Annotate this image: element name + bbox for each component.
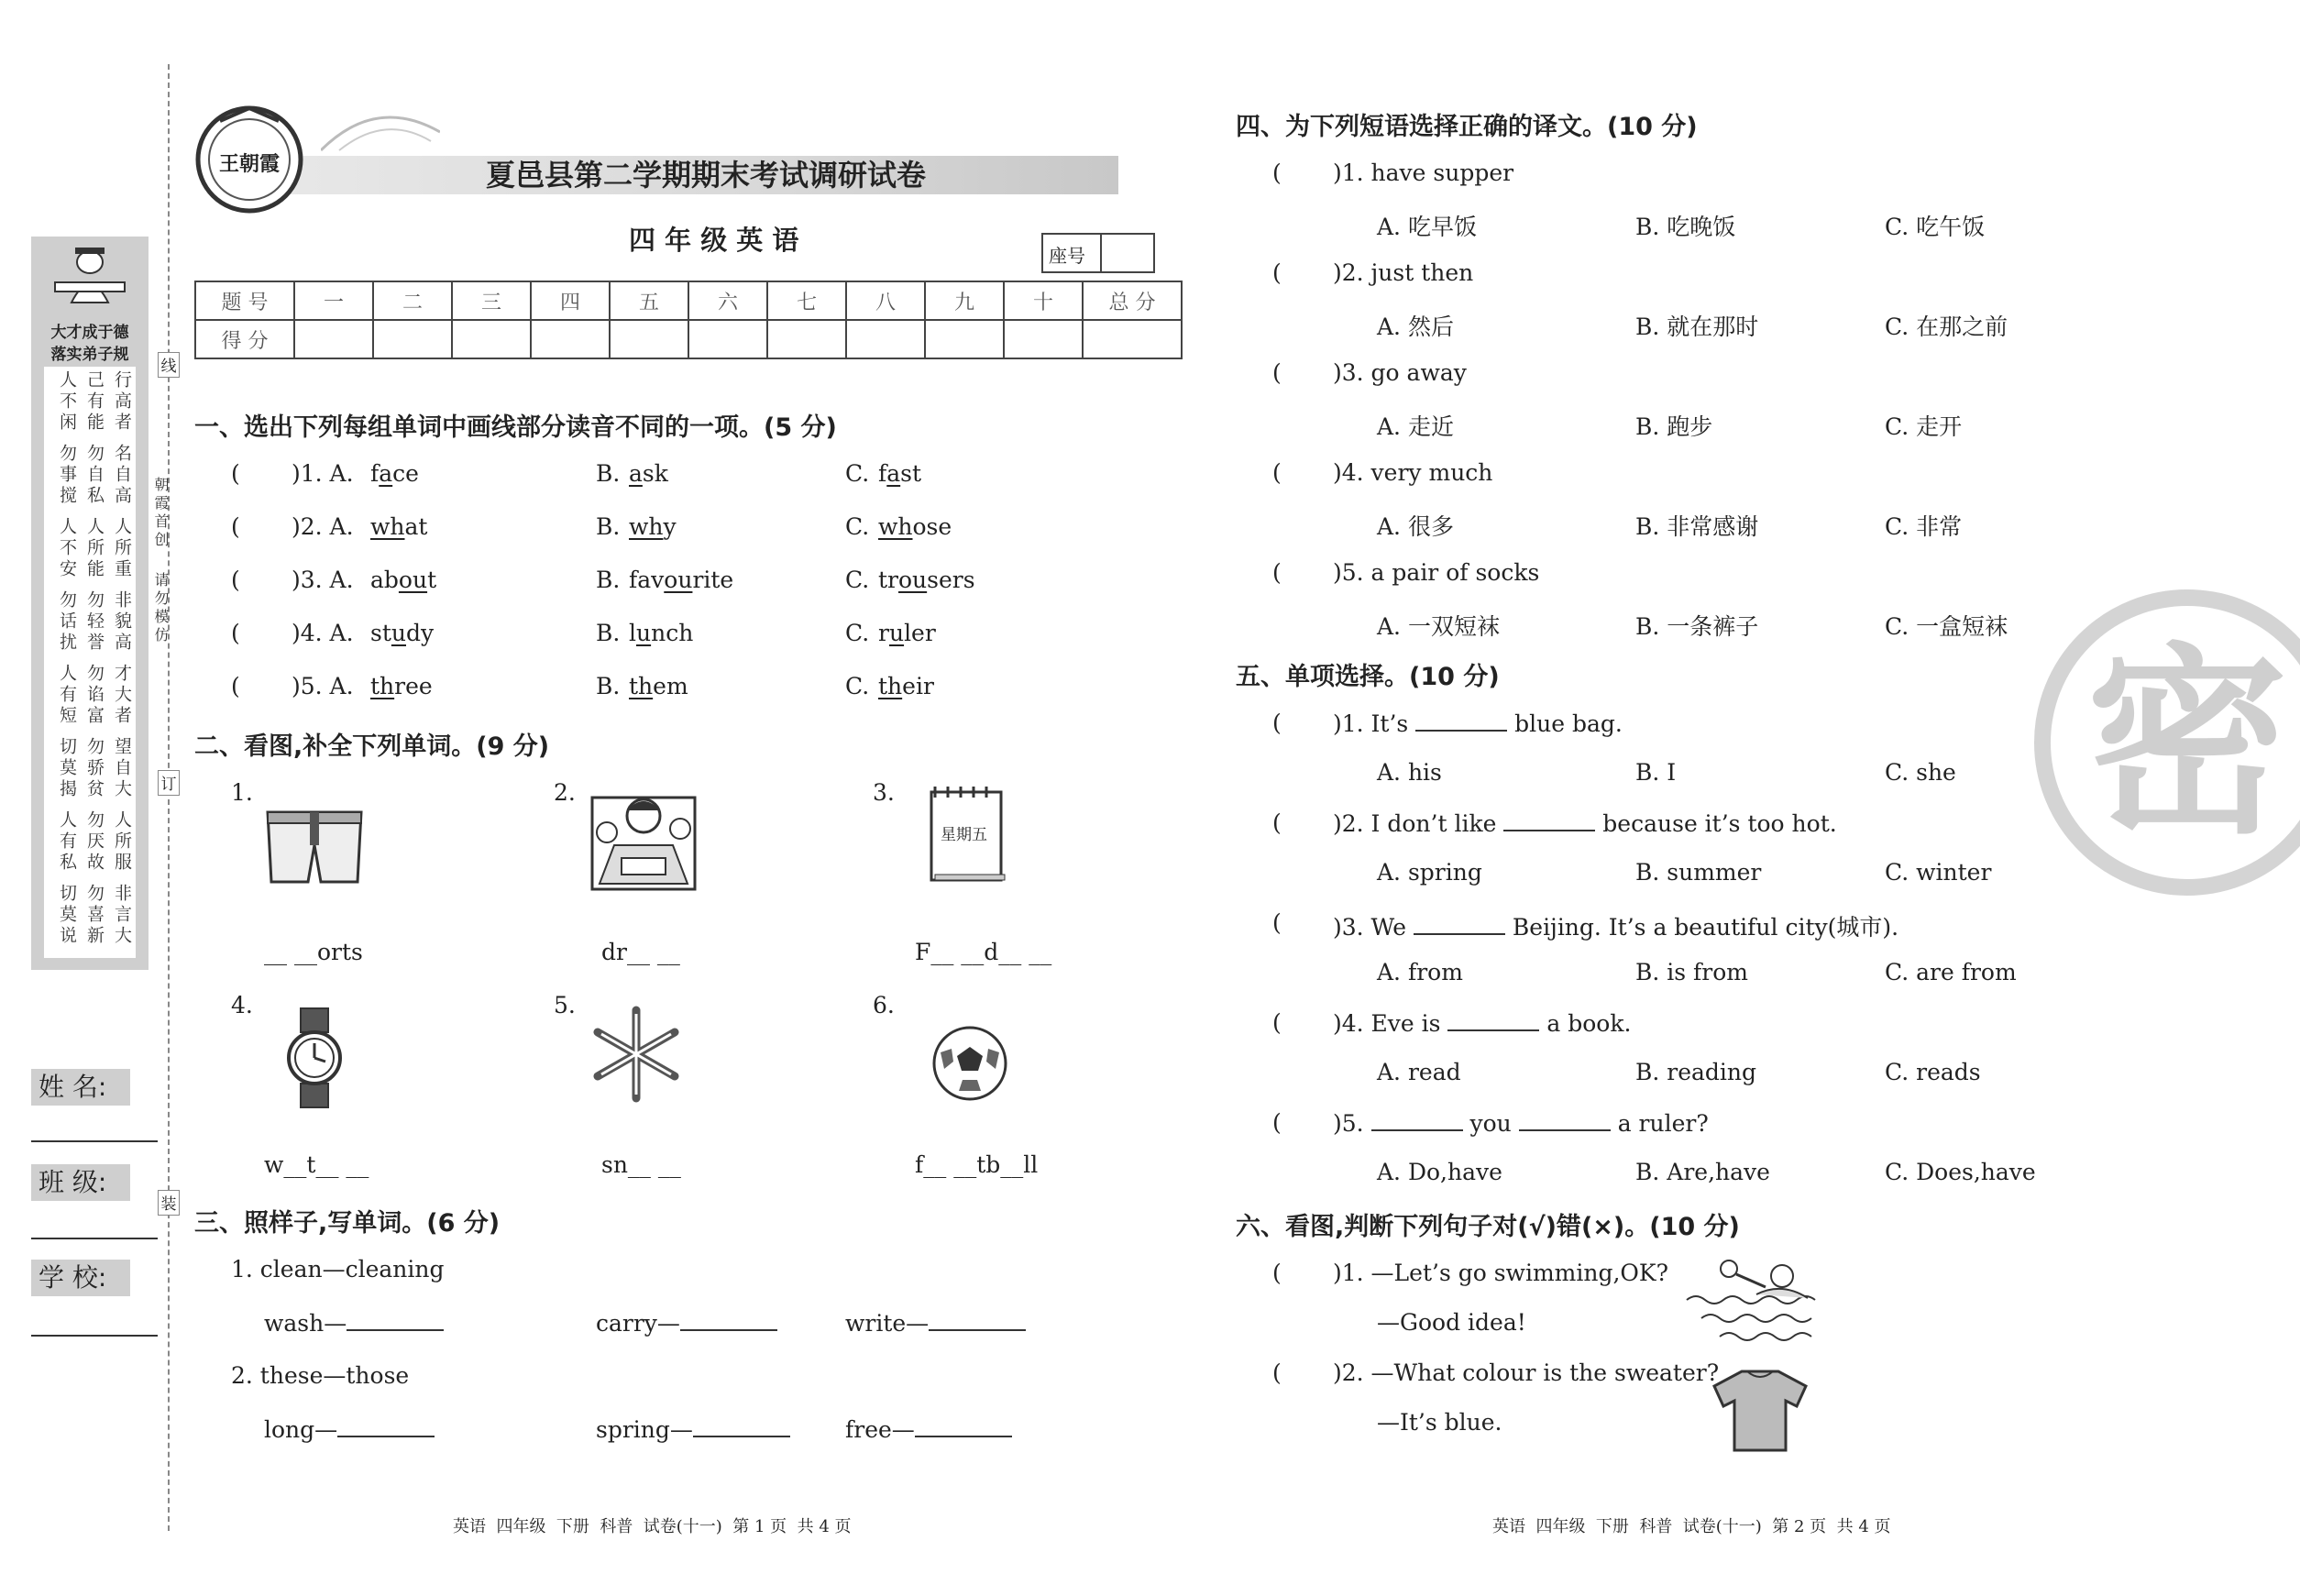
answer-paren: ( [1272, 909, 1282, 936]
option-b-word: why [629, 513, 677, 540]
word-long-label: long— [264, 1416, 338, 1443]
option-b-label: B. [596, 567, 621, 593]
answer-slot[interactable] [246, 567, 292, 594]
option-c-word: ruler [878, 620, 936, 646]
fill-blank[interactable] [1447, 1009, 1539, 1031]
option-b-label: B. [596, 513, 621, 540]
answer-slot[interactable] [1287, 710, 1333, 737]
motto-column: 望自大 [112, 737, 132, 800]
picture-item-5-word: sn__ __ [601, 1151, 681, 1178]
motto-column: 勿话扰 [57, 590, 77, 654]
subject-title: 四 年 级 英 语 [629, 225, 799, 256]
option-a: A. from [1377, 959, 1463, 985]
option-b-word: ask [629, 460, 668, 487]
question-part: a book. [1539, 1010, 1632, 1037]
motto-column: 人有私 [57, 810, 77, 874]
dialogue-question: )2. —What colour is the sweater? [1333, 1359, 1720, 1386]
calendar-text: 星期五 [941, 826, 987, 844]
score-header-cell: 题 号 [195, 281, 294, 320]
option-b: B. 吃晚饭 [1635, 214, 1736, 240]
free-answer-blank[interactable] [915, 1415, 1012, 1437]
score-header-cell: 三 [452, 281, 531, 320]
score-input-cell[interactable] [610, 320, 688, 358]
option-a-word: study [370, 620, 435, 646]
picture-item-2-num: 2. [554, 779, 576, 806]
fill-blank[interactable] [1503, 809, 1595, 831]
class-field[interactable] [31, 1238, 158, 1239]
option-a-word: face [370, 460, 419, 487]
word-carry [596, 1309, 777, 1337]
fold-label-mid: 订 [158, 770, 180, 796]
section5-title: 五、单项选择。(10 分) [1236, 663, 1500, 691]
section4-title: 四、为下列短语选择正确的译文。(10 分) [1236, 113, 1698, 141]
word-write-label: write— [845, 1310, 930, 1337]
long-answer-blank[interactable] [337, 1415, 435, 1437]
option-a-word: about [370, 567, 437, 593]
answer-paren: ( [231, 673, 240, 699]
motto-column: 行高者 [112, 370, 132, 434]
picture-item-4-num: 4. [231, 992, 253, 1018]
answer-paren: ( [1272, 259, 1282, 286]
option-c: C. reads [1885, 1059, 1981, 1085]
footer-left: 英语 四年级 下册 科普 试卷(十一) 第 1 页 共 4 页 [453, 1517, 852, 1536]
answer-paren: ( [231, 460, 240, 487]
question-text: )5. a pair of socks [1333, 559, 1540, 586]
question-part: Beijing. It’s a beautiful city(城市). [1504, 914, 1899, 941]
score-header-cell: 总 分 [1083, 281, 1182, 320]
score-row-label: 得 分 [195, 320, 294, 358]
motto-column: 人所服 [112, 810, 132, 874]
question-text [1333, 1009, 1631, 1037]
dialogue-question: )1. —Let’s go swimming,OK? [1333, 1260, 1668, 1286]
picture-item-3-num: 3. [873, 779, 895, 806]
answer-slot[interactable] [1287, 1109, 1333, 1137]
shorts-icon [262, 805, 367, 887]
answer-slot[interactable] [246, 513, 292, 541]
motto-column: 才大者 [112, 664, 132, 727]
answer-slot[interactable] [1287, 1359, 1333, 1387]
picture-item-1-num: 1. [231, 779, 253, 806]
answer-slot[interactable] [1287, 809, 1333, 837]
motto-column: 勿事搅 [57, 444, 77, 507]
answer-paren: ( [1272, 809, 1282, 836]
picture-item-4-word: w__t__ __ [264, 1151, 369, 1178]
sweater-icon [1711, 1366, 1810, 1454]
question-number: )4. A. [292, 620, 354, 646]
motto-column: 人不安 [57, 517, 77, 580]
question-part: blue bag. [1507, 710, 1623, 737]
answer-paren: ( [1272, 559, 1282, 586]
class-label: 班 级: [31, 1164, 130, 1201]
fill-blank[interactable] [1371, 1109, 1463, 1131]
question-number: )2. A. [292, 513, 354, 540]
motto-column: 勿自私 [84, 444, 105, 507]
question-part: )2. I don’t like [1333, 810, 1504, 837]
option-c: C. 吃午饭 [1885, 214, 1986, 240]
picture-item-5-num: 5. [554, 992, 576, 1018]
answer-slot[interactable] [1287, 459, 1333, 487]
option-c-word: their [878, 673, 934, 699]
answer-paren: ( [1272, 1009, 1282, 1036]
motto-column: 勿骄贫 [84, 737, 105, 800]
answer-paren: ( [1272, 710, 1282, 736]
option-b: B. 就在那时 [1635, 314, 1759, 340]
fold-label-bottom: 装 [158, 1190, 180, 1216]
question-text [1333, 1109, 1709, 1137]
question-text [1333, 710, 1623, 737]
picture-item-6-num: 6. [873, 992, 895, 1018]
question-part: because it’s too hot. [1595, 810, 1837, 837]
question-text [1333, 909, 1898, 942]
motto-column: 非言大 [112, 884, 132, 947]
question-text: )3. go away [1333, 359, 1467, 386]
score-input-cell[interactable] [688, 320, 767, 358]
school-label: 学 校: [31, 1260, 130, 1296]
question-number: )1. A. [292, 460, 354, 487]
fill-blank[interactable] [1415, 710, 1507, 732]
score-table [194, 281, 1183, 359]
example-2: 2. these—those [231, 1362, 410, 1389]
watch-icon [284, 1007, 345, 1109]
score-input-cell[interactable] [1004, 320, 1083, 358]
answer-slot[interactable] [246, 673, 292, 700]
spring-answer-blank[interactable] [693, 1415, 790, 1437]
watermark-char: 密 [2085, 626, 2288, 861]
motto-column: 名自高 [112, 444, 132, 507]
answer-slot[interactable] [1287, 1260, 1333, 1287]
option-a: A. 然后 [1377, 314, 1454, 340]
option-c: C. Does,have [1885, 1159, 2036, 1185]
motto-column: 人所能 [84, 517, 105, 580]
motto-column: 勿谄富 [84, 664, 105, 727]
option-a: A. 走近 [1377, 413, 1454, 440]
word-free-label: free— [845, 1416, 915, 1443]
option-c-label: C. [845, 673, 870, 699]
question-number: )5. A. [292, 673, 354, 699]
option-a: A. his [1377, 759, 1442, 786]
seat-input[interactable] [1102, 235, 1153, 271]
motto-line-2: 落实弟子规 [50, 346, 129, 364]
exam-title: 夏邑县第二学期期末考试调研试卷 [486, 158, 927, 193]
score-input-cell[interactable] [1083, 320, 1182, 358]
option-b: B. summer [1635, 859, 1762, 886]
option-b-word: favourite [629, 567, 734, 593]
motto-column: 人不闲 [57, 370, 77, 434]
option-b-label: B. [596, 673, 621, 699]
carry-answer-blank[interactable] [680, 1309, 777, 1331]
word-wash-label: wash— [264, 1310, 347, 1337]
option-c: C. winter [1885, 859, 1992, 886]
option-c: C. 走开 [1885, 413, 1963, 440]
answer-paren: ( [1272, 459, 1282, 486]
option-c: C. 一盒短袜 [1885, 613, 2008, 640]
option-b: B. is from [1635, 959, 1748, 985]
option-c: C. she [1885, 759, 1956, 786]
dialogue-answer: —It’s blue. [1377, 1409, 1502, 1436]
fill-blank[interactable] [1519, 1109, 1611, 1131]
answer-slot[interactable] [1287, 160, 1333, 187]
answer-paren: ( [231, 513, 240, 540]
motto-line-1: 大才成于德 [50, 324, 129, 342]
answer-paren: ( [231, 567, 240, 593]
swimming-kids-icon [1683, 1254, 1835, 1349]
answer-paren: ( [1272, 359, 1282, 386]
question-part: )1. It’s [1333, 710, 1416, 737]
seat-number-box [1041, 233, 1155, 273]
drawing-kids-icon [587, 785, 700, 897]
picture-item-2-word: dr__ __ [601, 939, 680, 965]
scholar-icon [48, 242, 132, 306]
motto-column: 勿喜新 [84, 884, 105, 947]
answer-slot[interactable] [1287, 1009, 1333, 1037]
seat-label: 座号 [1049, 245, 1085, 267]
dialogue-answer: —Good idea! [1377, 1309, 1526, 1336]
score-input-cell[interactable] [294, 320, 373, 358]
option-c-word: whose [878, 513, 952, 540]
answer-paren: ( [1272, 1260, 1282, 1286]
motto-column: 切莫说 [57, 884, 77, 947]
motto-column: 勿厌故 [84, 810, 105, 874]
score-header-cell: 二 [373, 281, 452, 320]
answer-slot[interactable] [1287, 259, 1333, 287]
score-header-cell: 五 [610, 281, 688, 320]
option-b: B. 一条裤子 [1635, 613, 1759, 640]
logo-text: 王朝霞 [218, 152, 280, 176]
option-b: B. reading [1635, 1059, 1757, 1085]
score-input-cell[interactable] [531, 320, 610, 358]
question-part: )3. We [1333, 914, 1414, 941]
option-a-word: what [370, 513, 428, 540]
question-text: )1. have supper [1333, 160, 1514, 186]
score-header-cell: 四 [531, 281, 610, 320]
score-header-cell: 九 [925, 281, 1004, 320]
score-input-cell[interactable] [767, 320, 846, 358]
fold-label-top: 线 [158, 352, 180, 378]
motto-column: 勿轻誉 [84, 590, 105, 654]
option-a: A. 很多 [1377, 513, 1454, 540]
option-c-word: fast [878, 460, 922, 487]
picture-item-3-word: F__ __d__ __ [915, 939, 1052, 965]
motto-column: 非貌高 [112, 590, 132, 654]
score-header-cell: 八 [846, 281, 925, 320]
option-b-word: them [629, 673, 688, 699]
word-wash [264, 1309, 444, 1337]
footer-right: 英语 四年级 下册 科普 试卷(十一) 第 2 页 共 4 页 [1492, 1517, 1891, 1536]
motto-column: 切莫揭 [57, 737, 77, 800]
score-input-cell[interactable] [846, 320, 925, 358]
question-part: )4. Eve is [1333, 1010, 1448, 1037]
option-c-label: C. [845, 460, 870, 487]
word-carry-label: carry— [596, 1310, 680, 1337]
notice-2: 请勿模仿 [152, 572, 170, 645]
notice-1: 朝霞首创 [152, 477, 170, 550]
answer-slot[interactable] [1287, 559, 1333, 587]
score-header-row [195, 281, 1182, 320]
option-b: B. I [1635, 759, 1677, 786]
word-spring [596, 1415, 790, 1443]
option-b: B. Are,have [1635, 1159, 1770, 1185]
answer-slot[interactable] [246, 620, 292, 647]
picture-item-1-word: __ __orts [264, 939, 363, 965]
section1-title: 一、选出下列每组单词中画线部分读音不同的一项。(5 分) [194, 413, 837, 442]
motto-column: 人有短 [57, 664, 77, 727]
name-field[interactable] [31, 1140, 158, 1142]
motto-column: 人所重 [112, 517, 132, 580]
wash-answer-blank[interactable] [347, 1309, 444, 1331]
cut-line [168, 64, 170, 1531]
score-header-cell: 六 [688, 281, 767, 320]
score-input-cell[interactable] [373, 320, 452, 358]
score-input-cell[interactable] [925, 320, 1004, 358]
score-value-row [195, 320, 1182, 358]
option-b: B. 非常感谢 [1635, 513, 1759, 540]
banner-ribbon-icon [321, 95, 440, 160]
score-header-cell: 一 [294, 281, 373, 320]
name-label: 姓 名: [31, 1069, 130, 1106]
school-field[interactable] [31, 1335, 158, 1337]
score-input-cell[interactable] [452, 320, 531, 358]
option-c-label: C. [845, 567, 870, 593]
option-a: A. read [1377, 1059, 1461, 1085]
option-c: C. 在那之前 [1885, 314, 2008, 340]
question-text [1333, 809, 1837, 837]
option-c-label: C. [845, 620, 870, 646]
question-text: )4. very much [1333, 459, 1493, 486]
snowflake-icon [587, 1005, 686, 1104]
fill-blank[interactable] [1414, 913, 1505, 935]
section3-title: 三、照样子,写单词。(6 分) [194, 1209, 501, 1238]
option-c-label: C. [845, 513, 870, 540]
option-a: A. Do,have [1377, 1159, 1502, 1185]
section6-title: 六、看图,判断下列句子对(√)错(×)。(10 分) [1236, 1213, 1740, 1241]
option-b: B. 跑步 [1635, 413, 1713, 440]
picture-item-6-word: f__ __tb__ll [915, 1151, 1039, 1178]
answer-slot[interactable] [1287, 359, 1333, 387]
section2-title: 二、看图,补全下列单词。(9 分) [194, 732, 550, 761]
example-1: 1. clean—cleaning [231, 1256, 445, 1282]
question-text: )2. just then [1333, 259, 1474, 286]
answer-slot[interactable] [246, 460, 292, 488]
question-part: )5. [1333, 1110, 1371, 1137]
word-long [264, 1415, 435, 1443]
option-a-word: three [370, 673, 433, 699]
word-write [845, 1309, 1026, 1337]
answer-slot[interactable] [1287, 909, 1333, 937]
word-free [845, 1415, 1012, 1443]
score-header-cell: 十 [1004, 281, 1083, 320]
option-c: C. are from [1885, 959, 2017, 985]
football-icon [931, 1025, 1008, 1102]
question-number: )3. A. [292, 567, 354, 593]
score-header-cell: 七 [767, 281, 846, 320]
option-b-label: B. [596, 620, 621, 646]
answer-paren: ( [1272, 1359, 1282, 1386]
answer-paren: ( [231, 620, 240, 646]
option-a: A. spring [1377, 859, 1482, 886]
option-b-word: lunch [629, 620, 694, 646]
option-a: A. 吃早饭 [1377, 214, 1477, 240]
write-answer-blank[interactable] [929, 1309, 1026, 1331]
answer-paren: ( [1272, 160, 1282, 186]
answer-paren: ( [1272, 1109, 1282, 1136]
option-c: C. 非常 [1885, 513, 1963, 540]
word-spring-label: spring— [596, 1416, 693, 1443]
question-part: a ruler? [1610, 1110, 1709, 1137]
motto-column: 己有能 [84, 370, 105, 434]
option-b-label: B. [596, 460, 621, 487]
left-sidebar [0, 0, 183, 1596]
question-part [1512, 1110, 1519, 1137]
option-c-word: trousers [878, 567, 975, 593]
question-part: you [1462, 1110, 1512, 1137]
option-a: A. 一双短袜 [1377, 613, 1500, 640]
